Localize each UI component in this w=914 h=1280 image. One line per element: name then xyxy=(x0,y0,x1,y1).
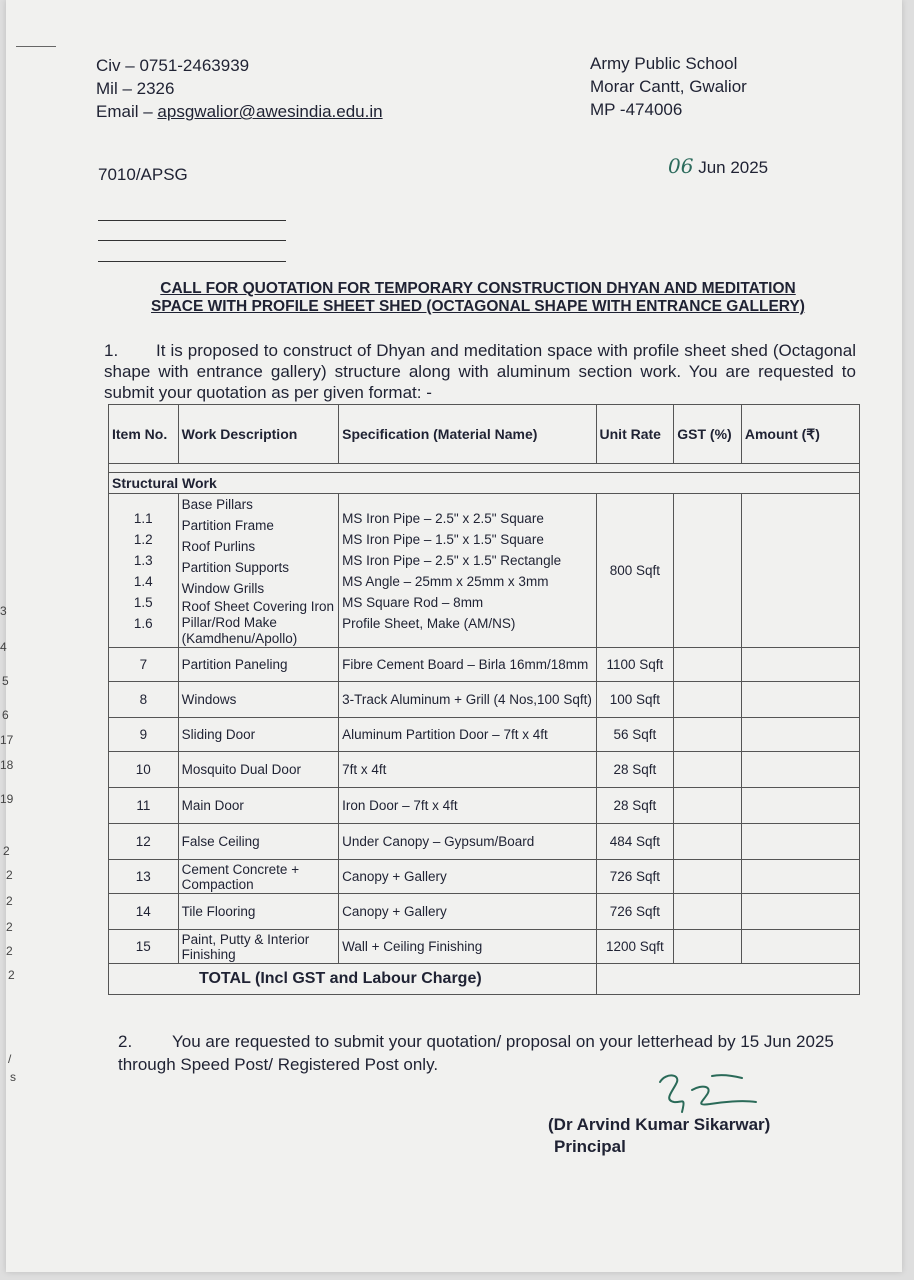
total-label: TOTAL (Incl GST and Labour Charge) xyxy=(109,964,597,995)
item-no: 8 xyxy=(109,682,179,718)
edge-number: 2 xyxy=(6,894,13,908)
specification: MS Square Rod – 8mm xyxy=(342,594,484,610)
subject-line-1: CALL FOR QUOTATION FOR TEMPORARY CONSTRUCTION DHYAN AND MEDITATION xyxy=(160,280,796,297)
signature-scribble xyxy=(652,1070,762,1116)
edge-number: 2 xyxy=(8,968,15,982)
work-description: Roof Purlins xyxy=(181,539,256,554)
header-work-description: Work Description xyxy=(178,405,338,464)
amount-cell[interactable] xyxy=(741,494,859,648)
specification: Profile Sheet, Make (AM/NS) xyxy=(342,615,516,631)
work-description: Main Door xyxy=(178,788,338,824)
address-line-3: MP -474006 xyxy=(590,100,683,119)
address-block xyxy=(590,52,747,121)
specification: Iron Door – 7ft x 4ft xyxy=(339,788,596,824)
unit-rate: 726 Sqft xyxy=(596,894,674,930)
item-no: 13 xyxy=(109,860,179,894)
edge-number: 18 xyxy=(0,758,14,772)
edge-number: 5 xyxy=(2,674,9,688)
work-description: Windows xyxy=(178,682,338,718)
specification: 7ft x 4ft xyxy=(339,752,596,788)
header-amount: Amount (₹) xyxy=(741,405,859,464)
table-row xyxy=(109,648,860,682)
edge-number: 2 xyxy=(6,944,13,958)
subject-heading xyxy=(106,280,850,316)
table-row xyxy=(109,788,860,824)
item-no: 1.2 xyxy=(133,531,153,547)
address-blank-line xyxy=(98,220,286,221)
item-no: 1.6 xyxy=(133,615,153,631)
edge-number: 2 xyxy=(3,844,10,858)
amount-cell[interactable] xyxy=(741,648,859,682)
reference-number: 7010/APSG xyxy=(98,165,188,184)
address-line-2: Morar Cantt, Gwalior xyxy=(590,77,747,96)
work-description: Sliding Door xyxy=(178,718,338,752)
item-no: 1.5 xyxy=(133,594,153,610)
work-description: Partition Paneling xyxy=(178,648,338,682)
item-no: 1.4 xyxy=(133,573,153,589)
edge-number: 3 xyxy=(0,604,7,618)
specification: Canopy + Gallery xyxy=(339,894,596,930)
signatory-name: (Dr Arvind Kumar Sikarwar) xyxy=(548,1115,771,1134)
work-description: Partition Frame xyxy=(181,518,274,533)
edge-number: s xyxy=(10,1070,16,1084)
margin-mark xyxy=(16,46,56,47)
amount-cell[interactable] xyxy=(741,752,859,788)
work-description: Roof Sheet Covering Iron Pillar/Rod Make (Kamdhenu/Apollo) xyxy=(181,599,334,646)
item-no: 11 xyxy=(109,788,179,824)
group-item-numbers xyxy=(109,494,179,648)
unit-rate: 1200 Sqft xyxy=(596,930,674,964)
address-blank-line xyxy=(98,240,286,241)
table-row xyxy=(109,860,860,894)
specification: Canopy + Gallery xyxy=(339,860,596,894)
edge-number: 2 xyxy=(6,868,13,882)
specification: MS Iron Pipe – 1.5" x 1.5" Square xyxy=(342,531,544,547)
unit-rate: 28 Sqft xyxy=(596,752,674,788)
unit-rate: 56 Sqft xyxy=(596,718,674,752)
unit-rate: 484 Sqft xyxy=(596,824,674,860)
item-no: 1.1 xyxy=(133,510,153,526)
signatory-title: Principal xyxy=(554,1137,626,1156)
paragraph-number: 1. xyxy=(104,341,119,360)
work-description: Partition Supports xyxy=(181,560,289,575)
date-day-handwritten: 06 xyxy=(668,154,694,178)
work-description: Paint, Putty & Interior Finishing xyxy=(178,930,338,964)
amount-cell[interactable] xyxy=(741,718,859,752)
gst-cell[interactable] xyxy=(674,930,742,964)
table-row xyxy=(109,752,860,788)
specification: MS Iron Pipe – 2.5" x 1.5" Rectangle xyxy=(342,552,562,568)
item-no: 15 xyxy=(109,930,179,964)
section-structural-work: Structural Work xyxy=(109,473,860,494)
amount-cell[interactable] xyxy=(741,860,859,894)
gst-cell[interactable] xyxy=(674,718,742,752)
unit-rate: 1100 Sqft xyxy=(596,648,674,682)
total-amount-cell[interactable] xyxy=(596,964,859,995)
table-row xyxy=(109,894,860,930)
unit-rate: 726 Sqft xyxy=(596,860,674,894)
amount-cell[interactable] xyxy=(741,894,859,930)
gst-cell[interactable] xyxy=(674,648,742,682)
item-no: 9 xyxy=(109,718,179,752)
edge-number: / xyxy=(8,1052,12,1066)
table-row-group xyxy=(109,494,860,648)
work-description: Cement Concrete + Compaction xyxy=(178,860,338,894)
item-no: 7 xyxy=(109,648,179,682)
paragraph-2-text: You are requested to submit your quotation/ proposal on your letterhead by 15 Jun 2025 through Speed Post/ Registered Post only. xyxy=(118,1032,834,1074)
gst-cell[interactable] xyxy=(674,824,742,860)
spacer-cell xyxy=(109,464,860,473)
specification: Wall + Ceiling Finishing xyxy=(339,930,596,964)
subject-line-2: SPACE WITH PROFILE SHEET SHED (OCTAGONAL SHAPE WITH ENTRANCE GALLERY) xyxy=(151,298,805,315)
amount-cell[interactable] xyxy=(741,682,859,718)
gst-cell[interactable] xyxy=(674,860,742,894)
work-description: Base Pillars xyxy=(181,497,253,512)
gst-cell[interactable] xyxy=(674,894,742,930)
work-description: Tile Flooring xyxy=(178,894,338,930)
item-no: 10 xyxy=(109,752,179,788)
quotation-table xyxy=(108,404,860,995)
civ-phone: Civ – 0751-2463939 xyxy=(96,56,250,75)
table-row xyxy=(109,824,860,860)
unit-rate: 28 Sqft xyxy=(596,788,674,824)
header-unit-rate: Unit Rate xyxy=(596,405,674,464)
gst-cell[interactable] xyxy=(674,788,742,824)
unit-rate: 100 Sqft xyxy=(596,682,674,718)
group-descriptions xyxy=(178,494,338,648)
header-specification: Specification (Material Name) xyxy=(339,405,596,464)
specification: 3-Track Aluminum + Grill (4 Nos,100 Sqft) xyxy=(339,682,596,718)
email-link[interactable]: apsgwalior@awesindia.edu.in xyxy=(157,102,383,121)
gst-cell[interactable] xyxy=(674,494,742,648)
date-month-year: Jun 2025 xyxy=(698,158,769,177)
work-description: Window Grills xyxy=(181,581,265,596)
item-no: 1.3 xyxy=(133,552,153,568)
address-line-1: Army Public School xyxy=(590,54,738,73)
table-row xyxy=(109,682,860,718)
specification: MS Iron Pipe – 2.5" x 2.5" Square xyxy=(342,510,544,526)
letter-date xyxy=(668,155,768,179)
specification: Under Canopy – Gypsum/Board xyxy=(339,824,596,860)
amount-cell[interactable] xyxy=(741,824,859,860)
amount-cell[interactable] xyxy=(741,788,859,824)
specification: Aluminum Partition Door – 7ft x 4ft xyxy=(339,718,596,752)
header-item-no: Item No. xyxy=(109,405,179,464)
item-no: 12 xyxy=(109,824,179,860)
header-gst: GST (%) xyxy=(674,405,742,464)
edge-number: 6 xyxy=(2,708,9,722)
signatory-block xyxy=(548,1114,770,1158)
spacer-row xyxy=(109,464,860,473)
edge-number: 17 xyxy=(0,733,14,747)
total-row xyxy=(109,964,860,995)
gst-cell[interactable] xyxy=(674,752,742,788)
paragraph-1-text: It is proposed to construct of Dhyan and meditation space with profile sheet shed (Octagonal shape with entrance gallery) structure along with aluminum section work. You are requested to submit your quotation as per given format: - xyxy=(104,341,856,402)
table-row xyxy=(109,718,860,752)
table-header-row xyxy=(109,405,860,464)
amount-cell[interactable] xyxy=(741,930,859,964)
edge-number: 4 xyxy=(0,640,7,654)
unit-rate: 800 Sqft xyxy=(596,494,674,648)
mil-phone: Mil – 2326 xyxy=(96,79,175,98)
section-row xyxy=(109,473,860,494)
paragraph-number: 2. xyxy=(118,1032,133,1051)
work-description: False Ceiling xyxy=(178,824,338,860)
email-label: Email – xyxy=(96,102,158,121)
address-blank-line xyxy=(98,261,286,262)
item-no: 14 xyxy=(109,894,179,930)
work-description: Mosquito Dual Door xyxy=(178,752,338,788)
email-line xyxy=(96,100,383,123)
paragraph-1 xyxy=(104,340,856,403)
gst-cell[interactable] xyxy=(674,682,742,718)
specification: MS Angle – 25mm x 25mm x 3mm xyxy=(342,573,549,589)
edge-number: 19 xyxy=(0,792,14,806)
specification: Fibre Cement Board – Birla 16mm/18mm xyxy=(339,648,596,682)
table-row xyxy=(109,930,860,964)
contact-block xyxy=(96,54,383,123)
edge-number: 2 xyxy=(6,920,13,934)
group-specifications xyxy=(339,494,596,648)
